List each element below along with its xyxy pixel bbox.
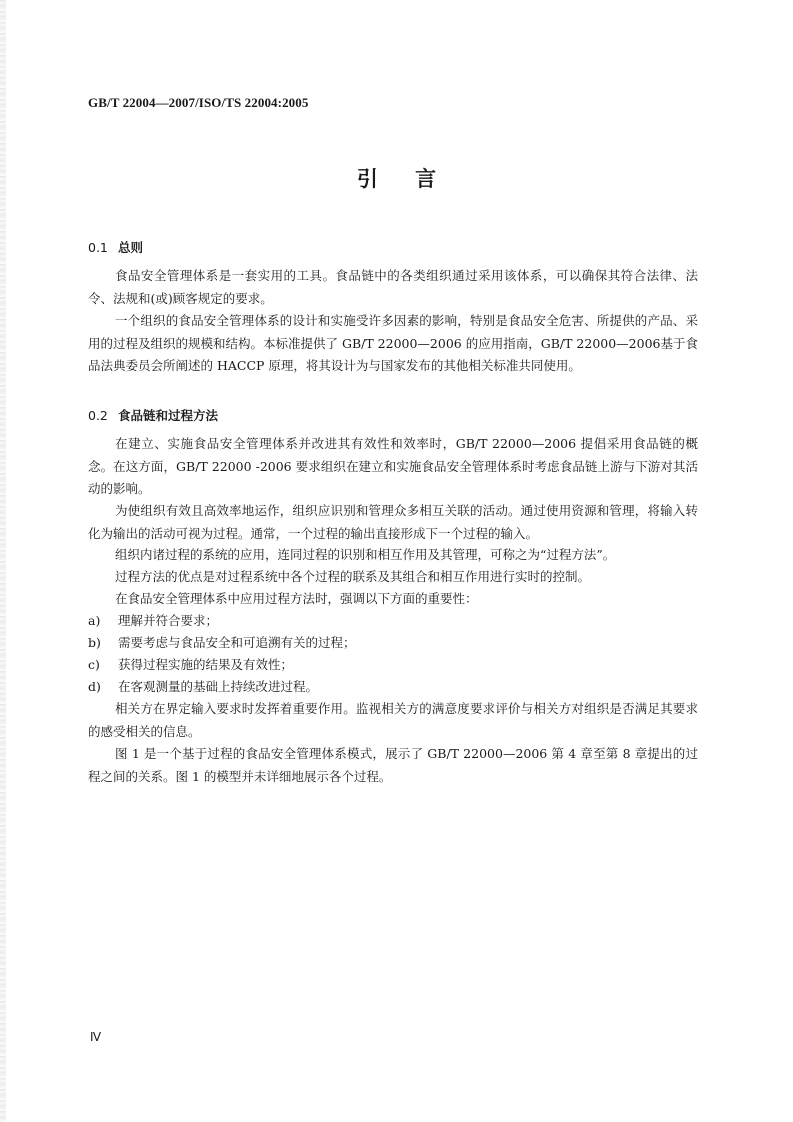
paragraph: 组织内诸过程的系统的应用，连同过程的识别和相互作用及其管理，可称之为“过程方法”。 [115,547,616,562]
section-heading-0-2 [88,406,218,424]
list-text: 理解并符合要求； [118,613,219,628]
list-text: 需要考虑与食品安全和可追溯有关的过程； [118,635,356,650]
paragraph: 为使组织有效且高效率地运作，组织应识别和管理众多相互关联的活动。通过使用资源和管理，将输入转化为输出的活动可视为过程。通常，一个过程的输出直接形成下一个过程的输入。 [88,503,698,541]
paragraph: 在建立、实施食品安全管理体系并改进其有效性和效率时，GB/T 22000—2006 提倡采用食品链的概念。在这方面，GB/T 22000 -2006 要求组织在建立和实施食品安全管理体系时考虑食品链上游与下游对其活动的影响。 [88,436,698,496]
page-title: 引 言 [356,167,437,191]
standard-code-header: GB/T 22004—2007/ISO/TS 22004:2005 [88,95,309,110]
section-number: 0.1 [88,240,108,255]
list-item [88,654,293,677]
section-number: 0.2 [88,408,108,423]
page-number: Ⅳ [90,1030,102,1044]
list-text: 在客观测量的基础上持续改进过程。 [118,679,319,694]
list-item [88,676,318,699]
list-marker: d) [88,679,101,694]
list-marker: c) [88,657,100,672]
paragraph: 过程方法的优点是对过程系统中各个过程的联系及其组合和相互作用进行实时的控制。 [115,569,591,584]
paragraph: 图 1 是一个基于过程的食品安全管理体系模式，展示了 GB/T 22000—2006 第 4 章至第 8 章提出的过程之间的关系。图 1 的模型并未详细地展示各个过程。 [88,746,698,784]
paragraph: 相关方在界定输入要求时发挥着重要作用。监视相关方的满意度要求评价与相关方对组织是否满足其要求的感受相关的信息。 [88,701,698,739]
list-item [88,632,356,655]
section-heading-0-1 [88,238,143,256]
list-text: 获得过程实施的结果及有效性； [118,657,294,672]
list-marker: b) [88,635,101,650]
paragraph: 一个组织的食品安全管理体系的设计和实施受许多因素的影响，特别是食品安全危害、所提供的产品、采用的过程及组织的规模和结构。本标准提供了 GB/T 22000—2006 的应用指南，GB/T 22000—2006基于食品法典委员会所阐述的 HACCP 原理，将其设计为与国家发布的其他相关标准共同使用。 [88,313,698,373]
paragraph: 食品安全管理体系是一套实用的工具。食品链中的各类组织通过采用该体系，可以确保其符合法律、法令、法规和(或)顾客规定的要求。 [88,268,698,306]
section-title: 总则 [118,240,144,255]
paragraph: 在食品安全管理体系中应用过程方法时，强调以下方面的重要性： [115,591,478,606]
section-title: 食品链和过程方法 [118,408,219,423]
list-marker: a) [88,613,101,628]
list-item [88,610,218,633]
